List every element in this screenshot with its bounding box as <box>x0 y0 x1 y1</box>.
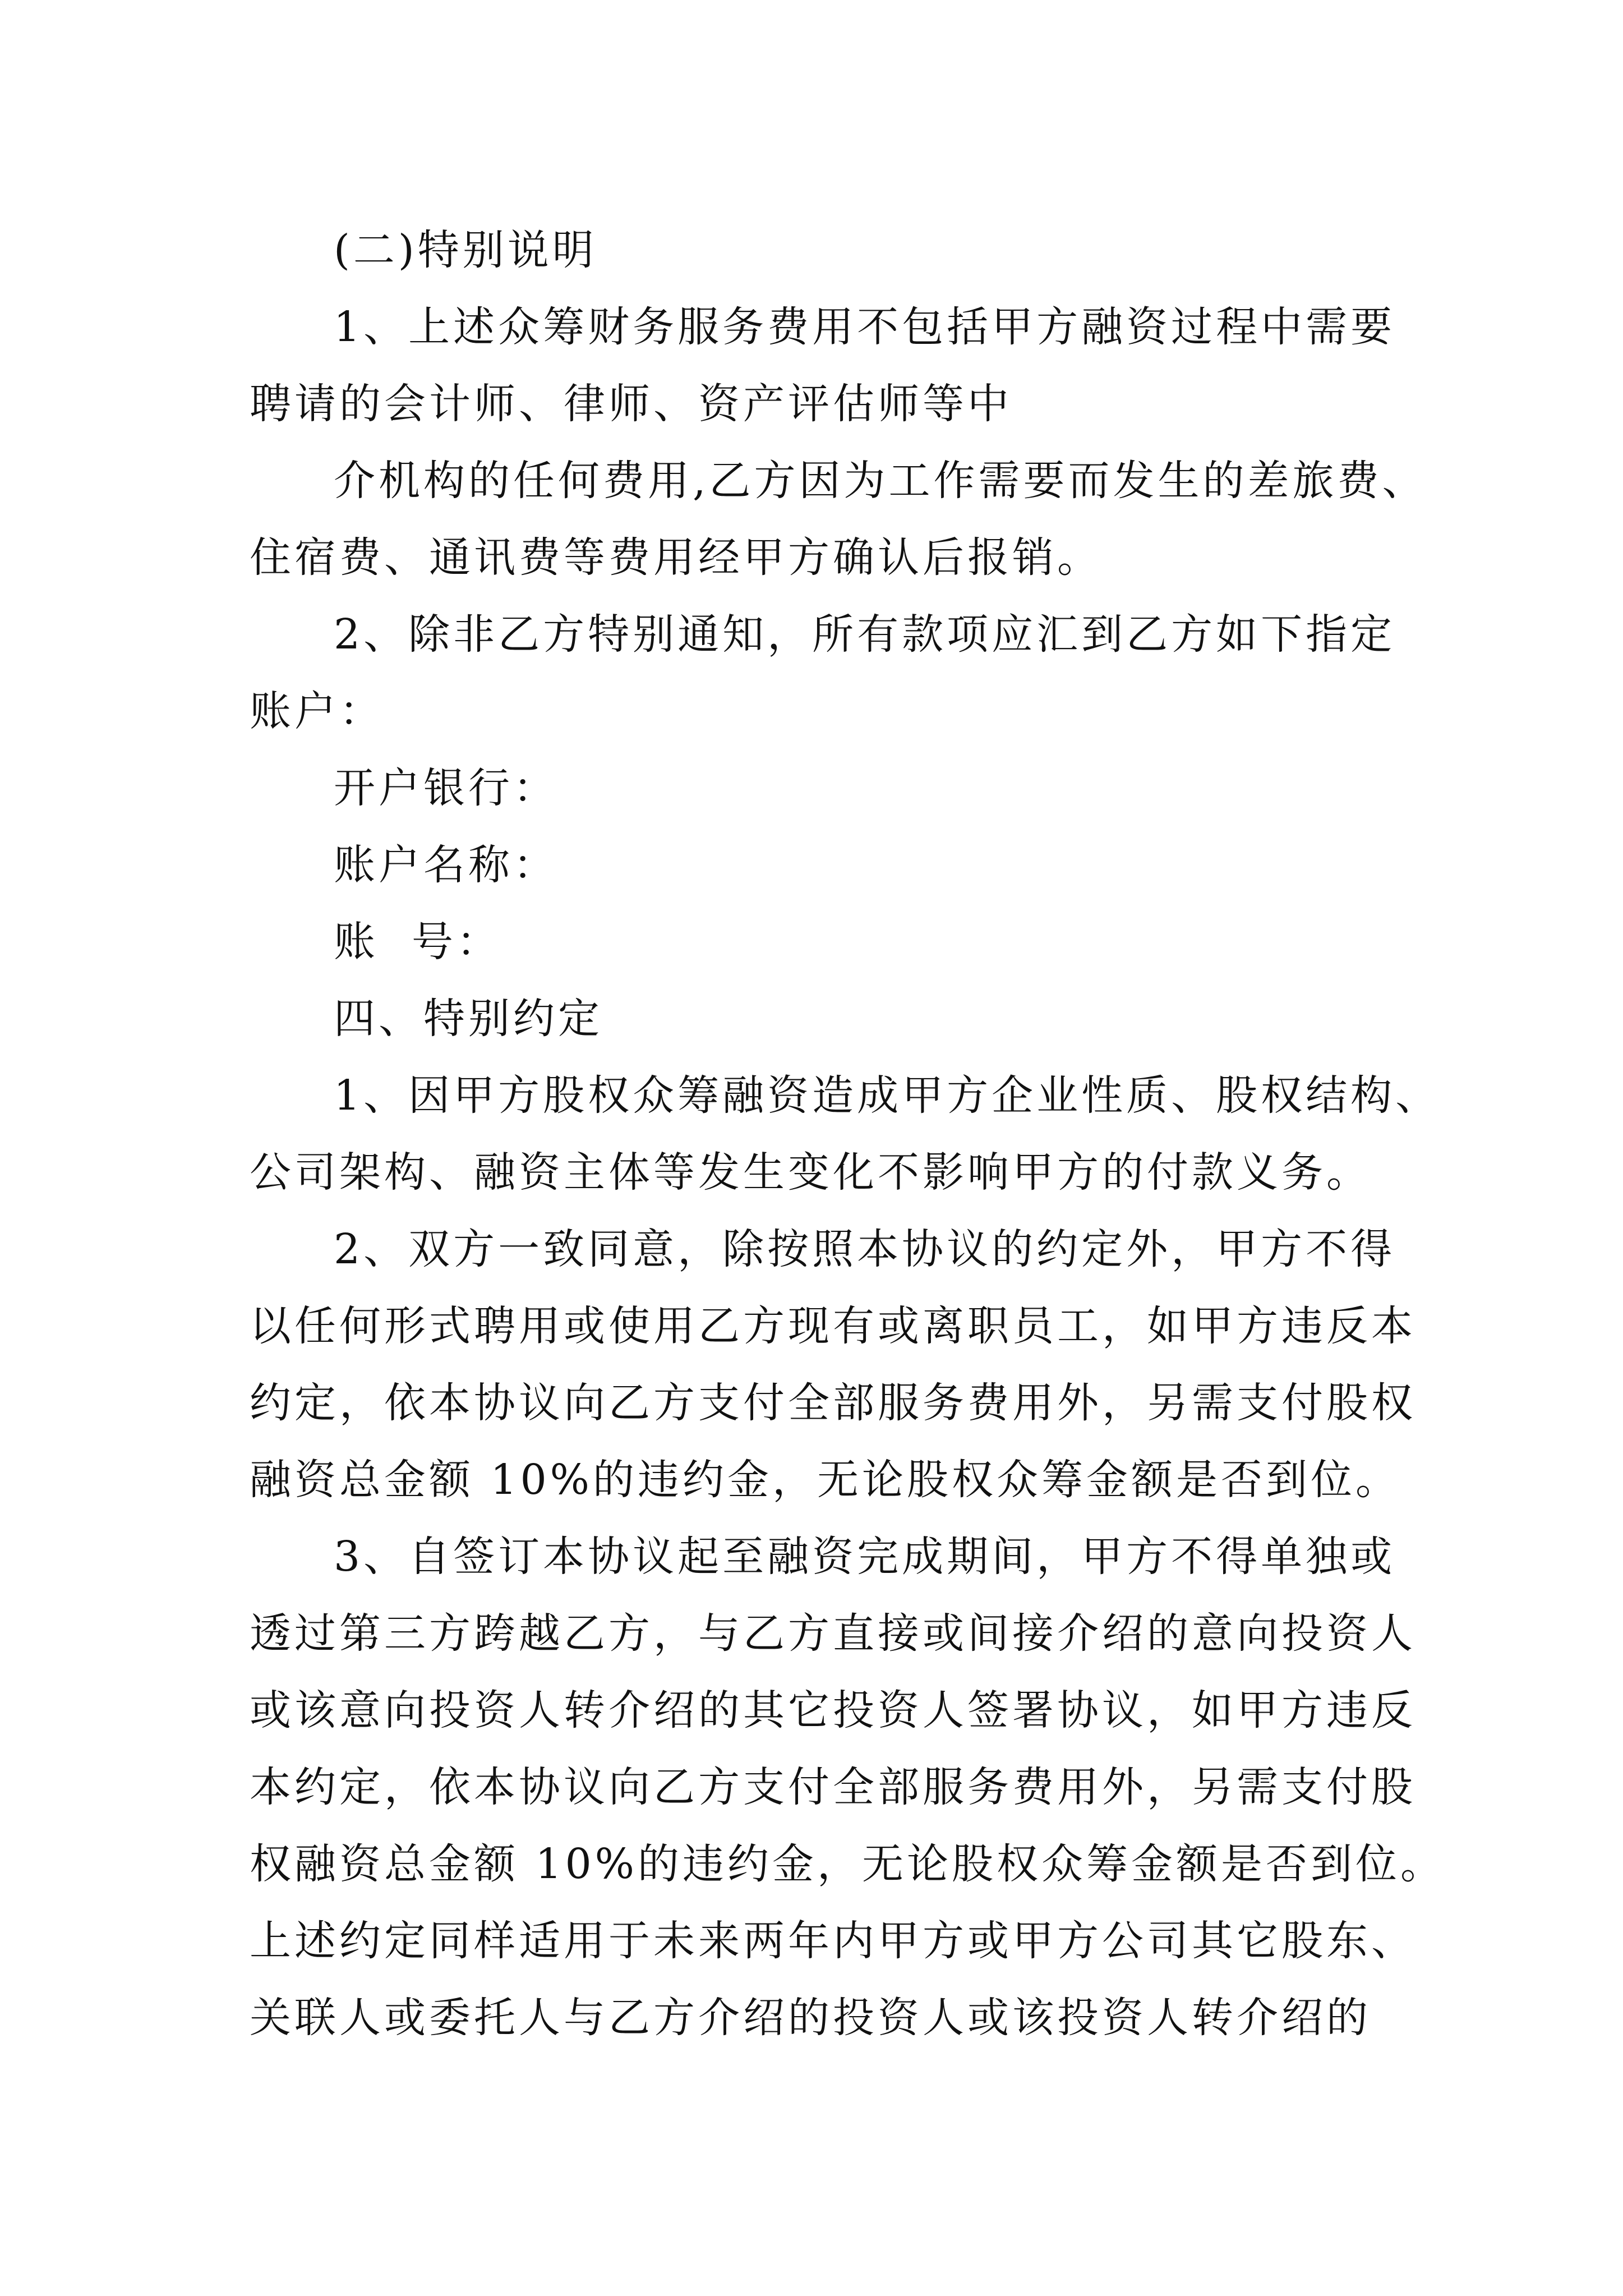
paragraph-line: 2、除非乙方特别通知，所有款项应汇到乙方如下指定 <box>334 610 1396 659</box>
paragraph-line: 关联人或委托人与乙方介绍的投资人或该投资人转介绍的 <box>250 1994 1371 2042</box>
paragraph-line: 以任何形式聘用或使用乙方现有或离职员工，如甲方违反本 <box>250 1302 1416 1350</box>
paragraph-line: 本约定，依本协议向乙方支付全部服务费用外，另需支付股 <box>250 1763 1416 1811</box>
bank-name-field: 开户银行： <box>334 764 558 812</box>
paragraph-line: 公司架构、融资主体等发生变化不影响甲方的付款义务。 <box>250 1148 1371 1197</box>
account-number-field: 账 号： <box>334 918 502 966</box>
paragraph-line: 介机构的任何费用,乙方因为工作需要而发生的差旅费、 <box>334 457 1427 505</box>
section-heading-special-agreement: 四、特别约定 <box>334 995 603 1043</box>
account-name-field: 账户名称： <box>334 841 558 889</box>
paragraph-line: 1、上述众筹财务服务费用不包括甲方融资过程中需要 <box>334 303 1396 351</box>
paragraph-line: 3、自签订本协议起至融资完成期间，甲方不得单独或 <box>334 1533 1396 1581</box>
paragraph-line: 上述约定同样适用于未来两年内甲方或甲方公司其它股东、 <box>250 1917 1416 1965</box>
paragraph-line: 约定，依本协议向乙方支付全部服务费用外，另需支付股权 <box>250 1379 1416 1427</box>
paragraph-line: 权融资总金额 10%的违约金，无论股权众筹金额是否到位。 <box>250 1840 1445 1888</box>
paragraph-line: 1、因甲方股权众筹融资造成甲方企业性质、股权结构、 <box>334 1071 1441 1120</box>
paragraph-line: 聘请的会计师、律师、资产评估师等中 <box>250 380 1012 428</box>
document-body <box>250 212 1445 2056</box>
paragraph-line: 账户： <box>250 687 384 735</box>
paragraph-line: 住宿费、通讯费等费用经甲方确认后报销。 <box>250 533 1102 582</box>
paragraph-line: 或该意向投资人转介绍的其它投资人签署协议，如甲方违反 <box>250 1686 1416 1734</box>
paragraph-line: 透过第三方跨越乙方，与乙方直接或间接介绍的意向投资人 <box>250 1609 1416 1658</box>
section-heading-special-notes: (二)特别说明 <box>334 226 597 274</box>
paragraph-line: 2、双方一致同意，除按照本协议的约定外，甲方不得 <box>334 1225 1396 1273</box>
paragraph-line: 融资总金额 10%的违约金，无论股权众筹金额是否到位。 <box>250 1456 1400 1504</box>
